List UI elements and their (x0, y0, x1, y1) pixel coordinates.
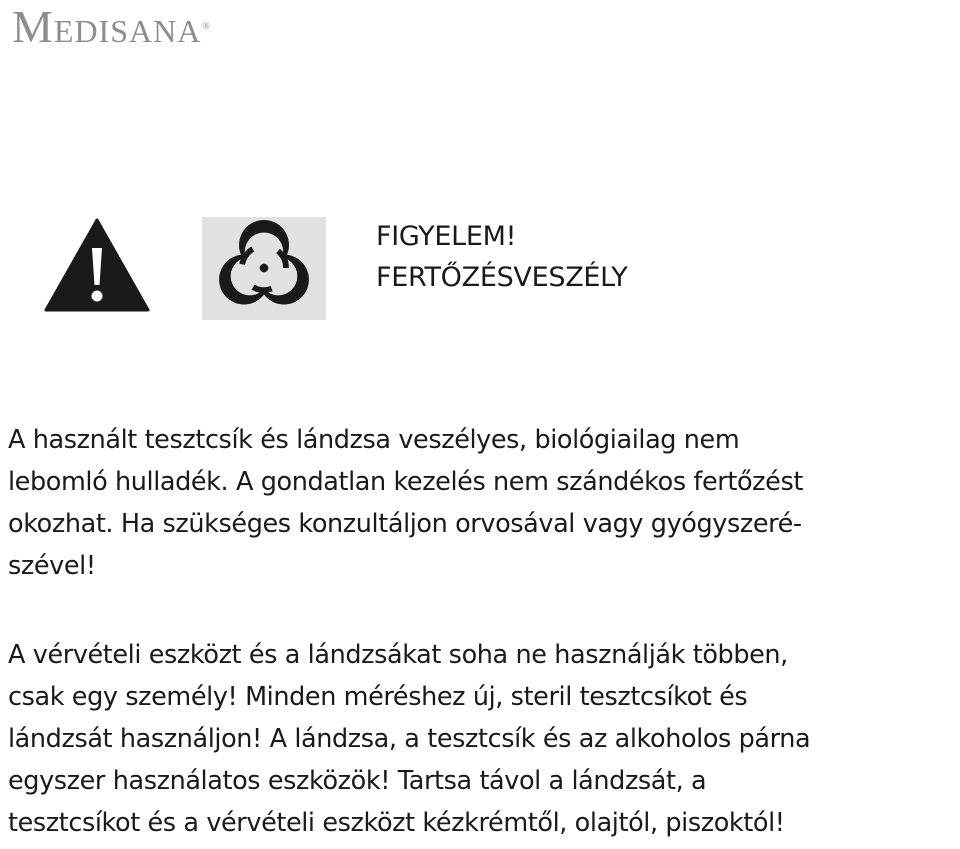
heading-line-infection-risk: FERTŐZÉSVESZÉLY (376, 262, 628, 293)
paragraph-line: okozhat. Ha szükséges konzultáljon orvosával vagy gyógyszeré- (8, 509, 802, 539)
brand-logo (12, 1, 211, 52)
paragraph-line: szével! (8, 551, 96, 581)
warning-heading (376, 216, 628, 298)
biohazard-symbol-box (202, 217, 326, 320)
heading-line-attention: FIGYELEM! (376, 221, 517, 252)
paragraph-line: egyszer használatos eszközök! Tartsa távol a lándzsát, a (8, 766, 707, 796)
paragraph-line: lebomló hulladék. A gondatlan kezelés nem szándékos fertőzést (8, 467, 803, 497)
biohazard-icon (216, 218, 312, 318)
paragraph-line: csak egy személy! Minden méréshez új, steril tesztcsíkot és (8, 682, 748, 712)
paragraph-line: A vérvételi eszközt és a lándzsákat soha ne használják többen, (8, 640, 788, 670)
paragraph-usage (8, 634, 958, 844)
paragraph-line: tesztcsíkot és a vérvételi eszközt kézkrémtől, olajtól, piszoktól! (8, 808, 785, 838)
brand-name: Medisana (12, 1, 202, 52)
warning-triangle-icon (44, 218, 150, 312)
paragraph-line: lándzsát használjon! A lándzsa, a tesztcsík és az alkoholos párna (8, 724, 811, 754)
paragraph-disposal (8, 419, 958, 587)
paragraph-line: A használt tesztcsík és lándzsa veszélyes, biológiailag nem (8, 425, 740, 455)
trademark-symbol: ® (202, 21, 211, 32)
